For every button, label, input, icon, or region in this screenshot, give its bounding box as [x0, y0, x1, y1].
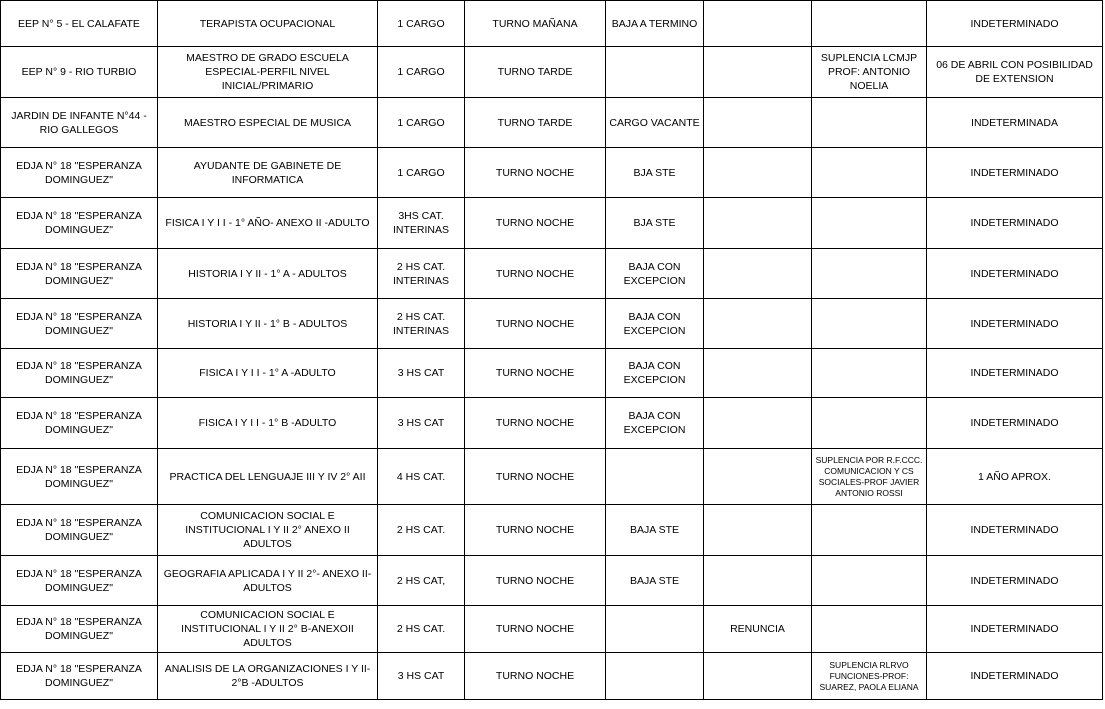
replacement-cell [812, 198, 927, 249]
replacement-cell [812, 249, 927, 299]
position-cell: MAESTRO DE GRADO ESCUELA ESPECIAL-PERFIL NIVEL INICIAL/PRIMARIO [158, 47, 378, 98]
replacement-cell [812, 98, 927, 148]
reason-cell: BAJA CON EXCEPCION [606, 349, 704, 398]
hours-cell: 2 HS CAT. INTERINAS [378, 249, 465, 299]
shift-cell: TURNO NOCHE [465, 299, 606, 349]
reason-cell: BAJA A TERMINO [606, 1, 704, 47]
duration-cell: INDETERMINADO [927, 505, 1103, 556]
replacement-cell [812, 148, 927, 198]
shift-cell: TURNO TARDE [465, 98, 606, 148]
reason-cell: BJA STE [606, 198, 704, 249]
shift-cell: TURNO NOCHE [465, 505, 606, 556]
reason-cell [606, 606, 704, 653]
position-cell: HISTORIA I Y II - 1° B - ADULTOS [158, 299, 378, 349]
status-cell [704, 299, 812, 349]
shift-cell: TURNO NOCHE [465, 449, 606, 505]
reason-cell: BAJA CON EXCEPCION [606, 398, 704, 449]
status-cell [704, 198, 812, 249]
table-row [1, 47, 1103, 98]
position-cell: FISICA I Y I I - 1° A -ADULTO [158, 349, 378, 398]
duration-cell: INDETERMINADO [927, 556, 1103, 606]
status-cell [704, 98, 812, 148]
replacement-cell: SUPLENCIA LCMJP PROF: ANTONIO NOELIA [812, 47, 927, 98]
shift-cell: TURNO NOCHE [465, 606, 606, 653]
table-row [1, 505, 1103, 556]
duration-cell: INDETERMINADO [927, 249, 1103, 299]
hours-cell: 3 HS CAT [378, 349, 465, 398]
hours-cell: 2 HS CAT, [378, 556, 465, 606]
table-row [1, 98, 1103, 148]
school-cell: EDJA N° 18 "ESPERANZA DOMINGUEZ" [1, 198, 158, 249]
status-cell [704, 556, 812, 606]
school-cell: EDJA N° 18 "ESPERANZA DOMINGUEZ" [1, 556, 158, 606]
reason-cell [606, 449, 704, 505]
duration-cell: INDETERMINADO [927, 653, 1103, 700]
shift-cell: TURNO NOCHE [465, 148, 606, 198]
hours-cell: 2 HS CAT. INTERINAS [378, 299, 465, 349]
table-row [1, 249, 1103, 299]
shift-cell: TURNO NOCHE [465, 653, 606, 700]
duration-cell: INDETERMINADO [927, 349, 1103, 398]
hours-cell: 3 HS CAT [378, 653, 465, 700]
duration-cell: INDETERMINADA [927, 98, 1103, 148]
status-cell [704, 449, 812, 505]
duration-cell: INDETERMINADO [927, 606, 1103, 653]
duration-cell: INDETERMINADO [927, 299, 1103, 349]
school-cell: EDJA N° 18 "ESPERANZA DOMINGUEZ" [1, 505, 158, 556]
table-row [1, 449, 1103, 505]
school-cell: EDJA N° 18 "ESPERANZA DOMINGUEZ" [1, 398, 158, 449]
replacement-cell: SUPLENCIA POR R.F.CCC. COMUNICACION Y CS SOCIALES-PROF JAVIER ANTONIO ROSSI [812, 449, 927, 505]
hours-cell: 3HS CAT. INTERINAS [378, 198, 465, 249]
reason-cell: CARGO VACANTE [606, 98, 704, 148]
duration-cell: INDETERMINADO [927, 1, 1103, 47]
school-cell: EDJA N° 18 "ESPERANZA DOMINGUEZ" [1, 299, 158, 349]
duration-cell: INDETERMINADO [927, 398, 1103, 449]
hours-cell: 2 HS CAT. [378, 606, 465, 653]
shift-cell: TURNO TARDE [465, 47, 606, 98]
shift-cell: TURNO NOCHE [465, 398, 606, 449]
position-cell: MAESTRO ESPECIAL DE MUSICA [158, 98, 378, 148]
position-cell: COMUNICACION SOCIAL E INSTITUCIONAL I Y II 2° ANEXO II ADULTOS [158, 505, 378, 556]
position-cell: COMUNICACION SOCIAL E INSTITUCIONAL I Y II 2° B-ANEXOII ADULTOS [158, 606, 378, 653]
duration-cell: INDETERMINADO [927, 198, 1103, 249]
hours-cell: 1 CARGO [378, 148, 465, 198]
table-row [1, 1, 1103, 47]
replacement-cell [812, 349, 927, 398]
table-row [1, 653, 1103, 700]
hours-cell: 1 CARGO [378, 98, 465, 148]
table-row [1, 349, 1103, 398]
school-cell: EDJA N° 18 "ESPERANZA DOMINGUEZ" [1, 606, 158, 653]
shift-cell: TURNO NOCHE [465, 198, 606, 249]
position-cell: GEOGRAFIA APLICADA I Y II 2°- ANEXO II-ADULTOS [158, 556, 378, 606]
table-row [1, 198, 1103, 249]
status-cell [704, 653, 812, 700]
duration-cell: 06 DE ABRIL CON POSIBILIDAD DE EXTENSION [927, 47, 1103, 98]
school-cell: EDJA N° 18 "ESPERANZA DOMINGUEZ" [1, 349, 158, 398]
reason-cell: BAJA STE [606, 505, 704, 556]
shift-cell: TURNO MAÑANA [465, 1, 606, 47]
status-cell: RENUNCIA [704, 606, 812, 653]
reason-cell: BAJA CON EXCEPCION [606, 299, 704, 349]
position-cell: HISTORIA I Y II - 1° A - ADULTOS [158, 249, 378, 299]
table-row [1, 148, 1103, 198]
status-cell [704, 398, 812, 449]
hours-cell: 2 HS CAT. [378, 505, 465, 556]
duration-cell: INDETERMINADO [927, 148, 1103, 198]
table-body [1, 1, 1103, 700]
replacement-cell [812, 556, 927, 606]
replacement-cell: SUPLENCIA RLRVO FUNCIONES-PROF: SUAREZ, PAOLA ELIANA [812, 653, 927, 700]
replacement-cell [812, 1, 927, 47]
school-cell: EDJA N° 18 "ESPERANZA DOMINGUEZ" [1, 653, 158, 700]
hours-cell: 1 CARGO [378, 1, 465, 47]
hours-cell: 4 HS CAT. [378, 449, 465, 505]
hours-cell: 1 CARGO [378, 47, 465, 98]
school-cell: EEP N° 5 - EL CALAFATE [1, 1, 158, 47]
table-row [1, 299, 1103, 349]
position-cell: ANALISIS DE LA ORGANIZACIONES I Y II- 2°B -ADULTOS [158, 653, 378, 700]
position-cell: FISICA I Y I I - 1° AÑO- ANEXO II -ADULTO [158, 198, 378, 249]
replacement-cell [812, 606, 927, 653]
school-cell: EEP N° 9 - RIO TURBIO [1, 47, 158, 98]
hours-cell: 3 HS CAT [378, 398, 465, 449]
reason-cell: BAJA STE [606, 556, 704, 606]
school-cell: EDJA N° 18 "ESPERANZA DOMINGUEZ" [1, 449, 158, 505]
replacement-cell [812, 398, 927, 449]
shift-cell: TURNO NOCHE [465, 556, 606, 606]
position-cell: PRACTICA DEL LENGUAJE III Y IV 2° AII [158, 449, 378, 505]
position-cell: AYUDANTE DE GABINETE DE INFORMATICA [158, 148, 378, 198]
table-row [1, 556, 1103, 606]
school-cell: JARDIN DE INFANTE N°44 - RIO GALLEGOS [1, 98, 158, 148]
reason-cell [606, 47, 704, 98]
position-cell: FISICA I Y I I - 1° B -ADULTO [158, 398, 378, 449]
status-cell [704, 1, 812, 47]
shift-cell: TURNO NOCHE [465, 349, 606, 398]
status-cell [704, 148, 812, 198]
status-cell [704, 249, 812, 299]
status-cell [704, 349, 812, 398]
school-cell: EDJA N° 18 "ESPERANZA DOMINGUEZ" [1, 148, 158, 198]
duration-cell: 1 AÑO APROX. [927, 449, 1103, 505]
school-cell: EDJA N° 18 "ESPERANZA DOMINGUEZ" [1, 249, 158, 299]
reason-cell [606, 653, 704, 700]
replacement-cell [812, 299, 927, 349]
table-row [1, 606, 1103, 653]
reason-cell: BJA STE [606, 148, 704, 198]
table-row [1, 398, 1103, 449]
position-cell: TERAPISTA OCUPACIONAL [158, 1, 378, 47]
reason-cell: BAJA CON EXCEPCION [606, 249, 704, 299]
status-cell [704, 505, 812, 556]
status-cell [704, 47, 812, 98]
replacement-cell [812, 505, 927, 556]
shift-cell: TURNO NOCHE [465, 249, 606, 299]
